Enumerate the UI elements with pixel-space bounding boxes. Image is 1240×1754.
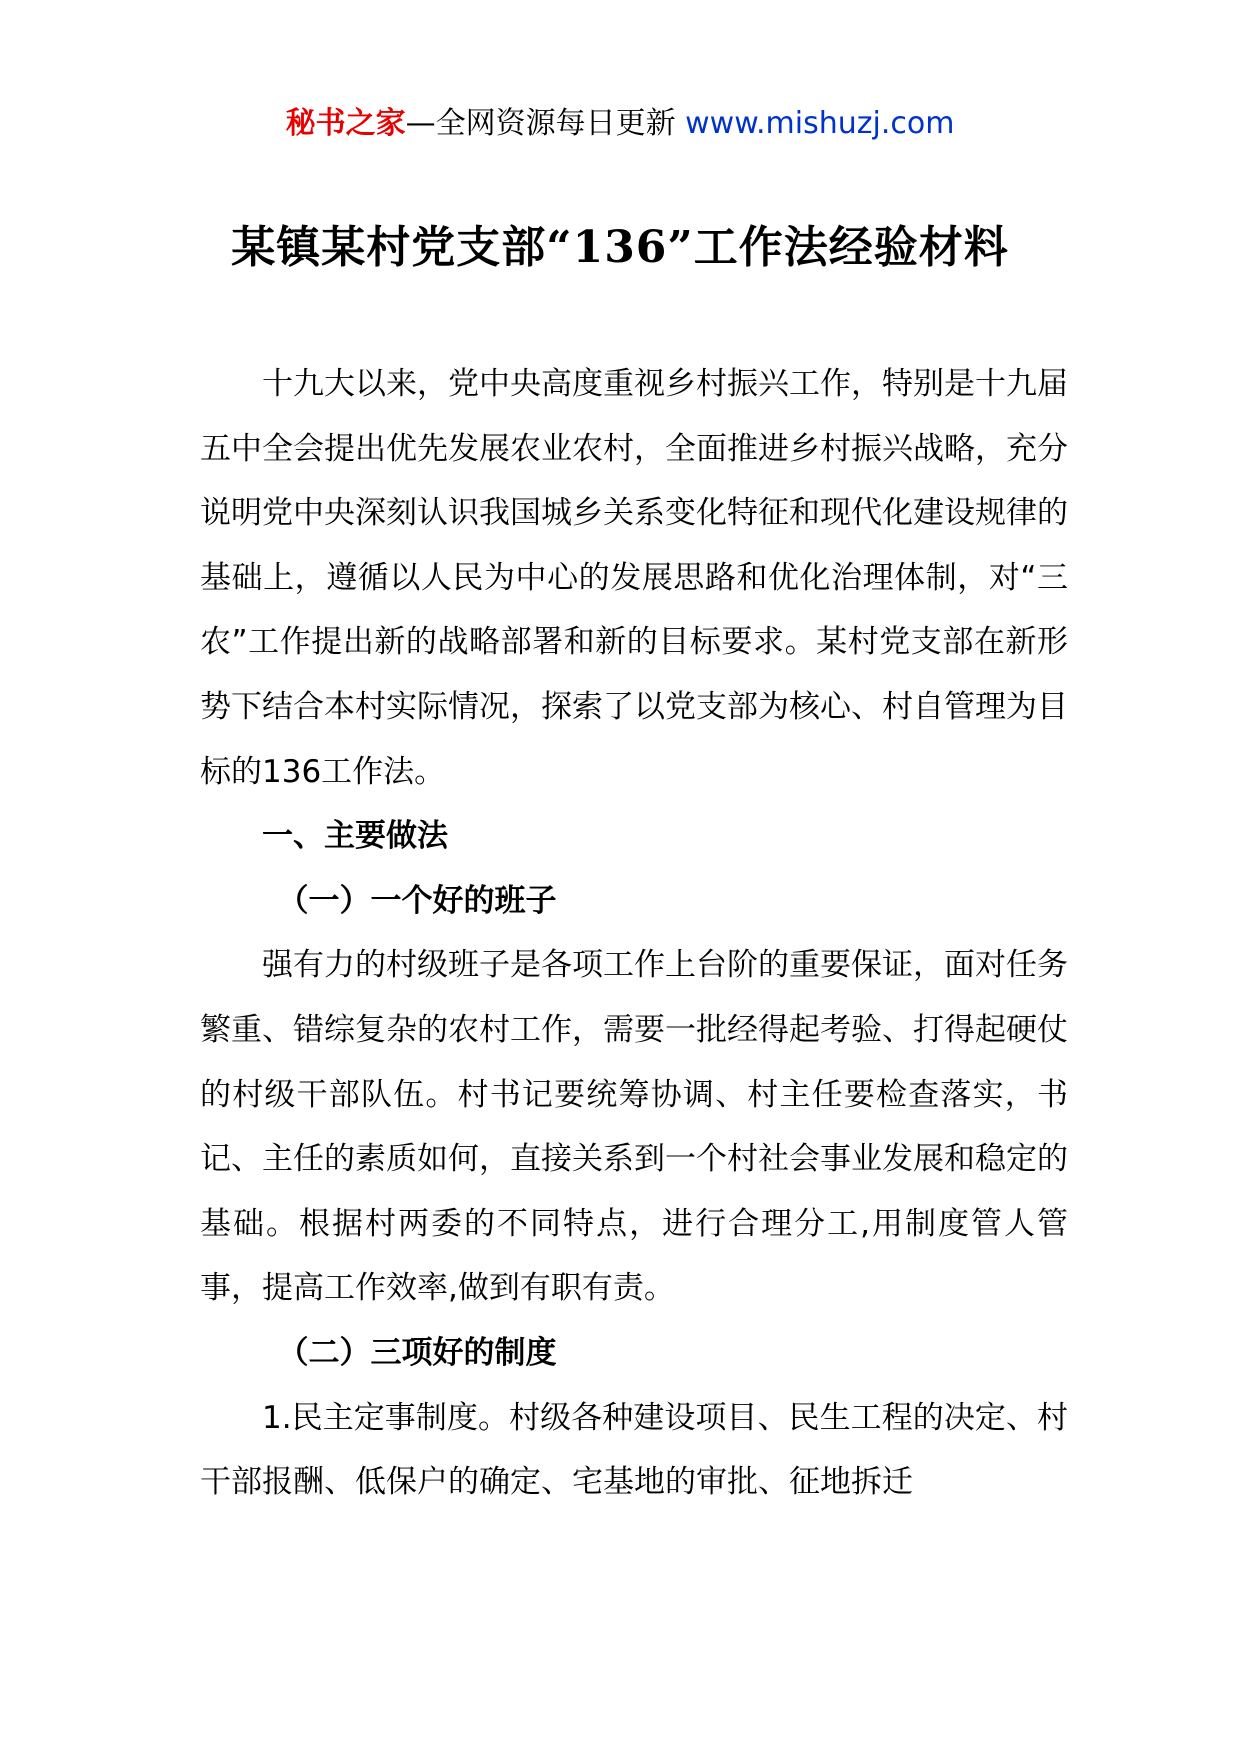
section-heading-main-practices: 一、主要做法	[262, 818, 448, 855]
democratic-decision-paragraph: 1.民主定事制度。村级各种建设项目、民生工程的决定、村干部报酬、低保户的确定、宅基地的审批、征地拆迁	[200, 1399, 1068, 1501]
site-url-link[interactable]: www.mishuzj.com	[685, 106, 955, 141]
site-brand: 秘书之家	[285, 106, 406, 141]
document-title: 某镇某村党支部“136”工作法经验材料	[231, 222, 1009, 273]
subsection-heading-three-systems: （二）三项好的制度	[277, 1334, 557, 1371]
good-team-paragraph: 强有力的村级班子是各项工作上台阶的重要保证，面对任务繁重、错综复杂的农村工作，需要一批经得起考验、打得起硬仗的村级干部队伍。村书记要统筹协调、村主任要检查落实，书记、主任的素质如何，直接关系到一个村社会事业发展和稳定的基础。根据村两委的不同特点，进行合理分工,用制度管人管事，提高工作效率,做到有职有责。	[200, 947, 1068, 1307]
site-slogan: —全网资源每日更新	[405, 106, 686, 141]
document-body	[200, 352, 1068, 1515]
site-header	[0, 104, 1240, 144]
subsection-heading-good-team: （一）一个好的班子	[277, 882, 557, 919]
intro-paragraph: 十九大以来，党中央高度重视乡村振兴工作，特别是十九届五中全会提出优先发展农业农村，全面推进乡村振兴战略，充分说明党中央深刻认识我国城乡关系变化特征和现代化建设规律的基础上，遵循以人民为中心的发展思路和优化治理体制，对“三农”工作提出新的战略部署和新的目标要求。某村党支部在新形势下结合本村实际情况，探索了以党支部为核心、村自管理为目标的136工作法。	[200, 366, 1068, 790]
